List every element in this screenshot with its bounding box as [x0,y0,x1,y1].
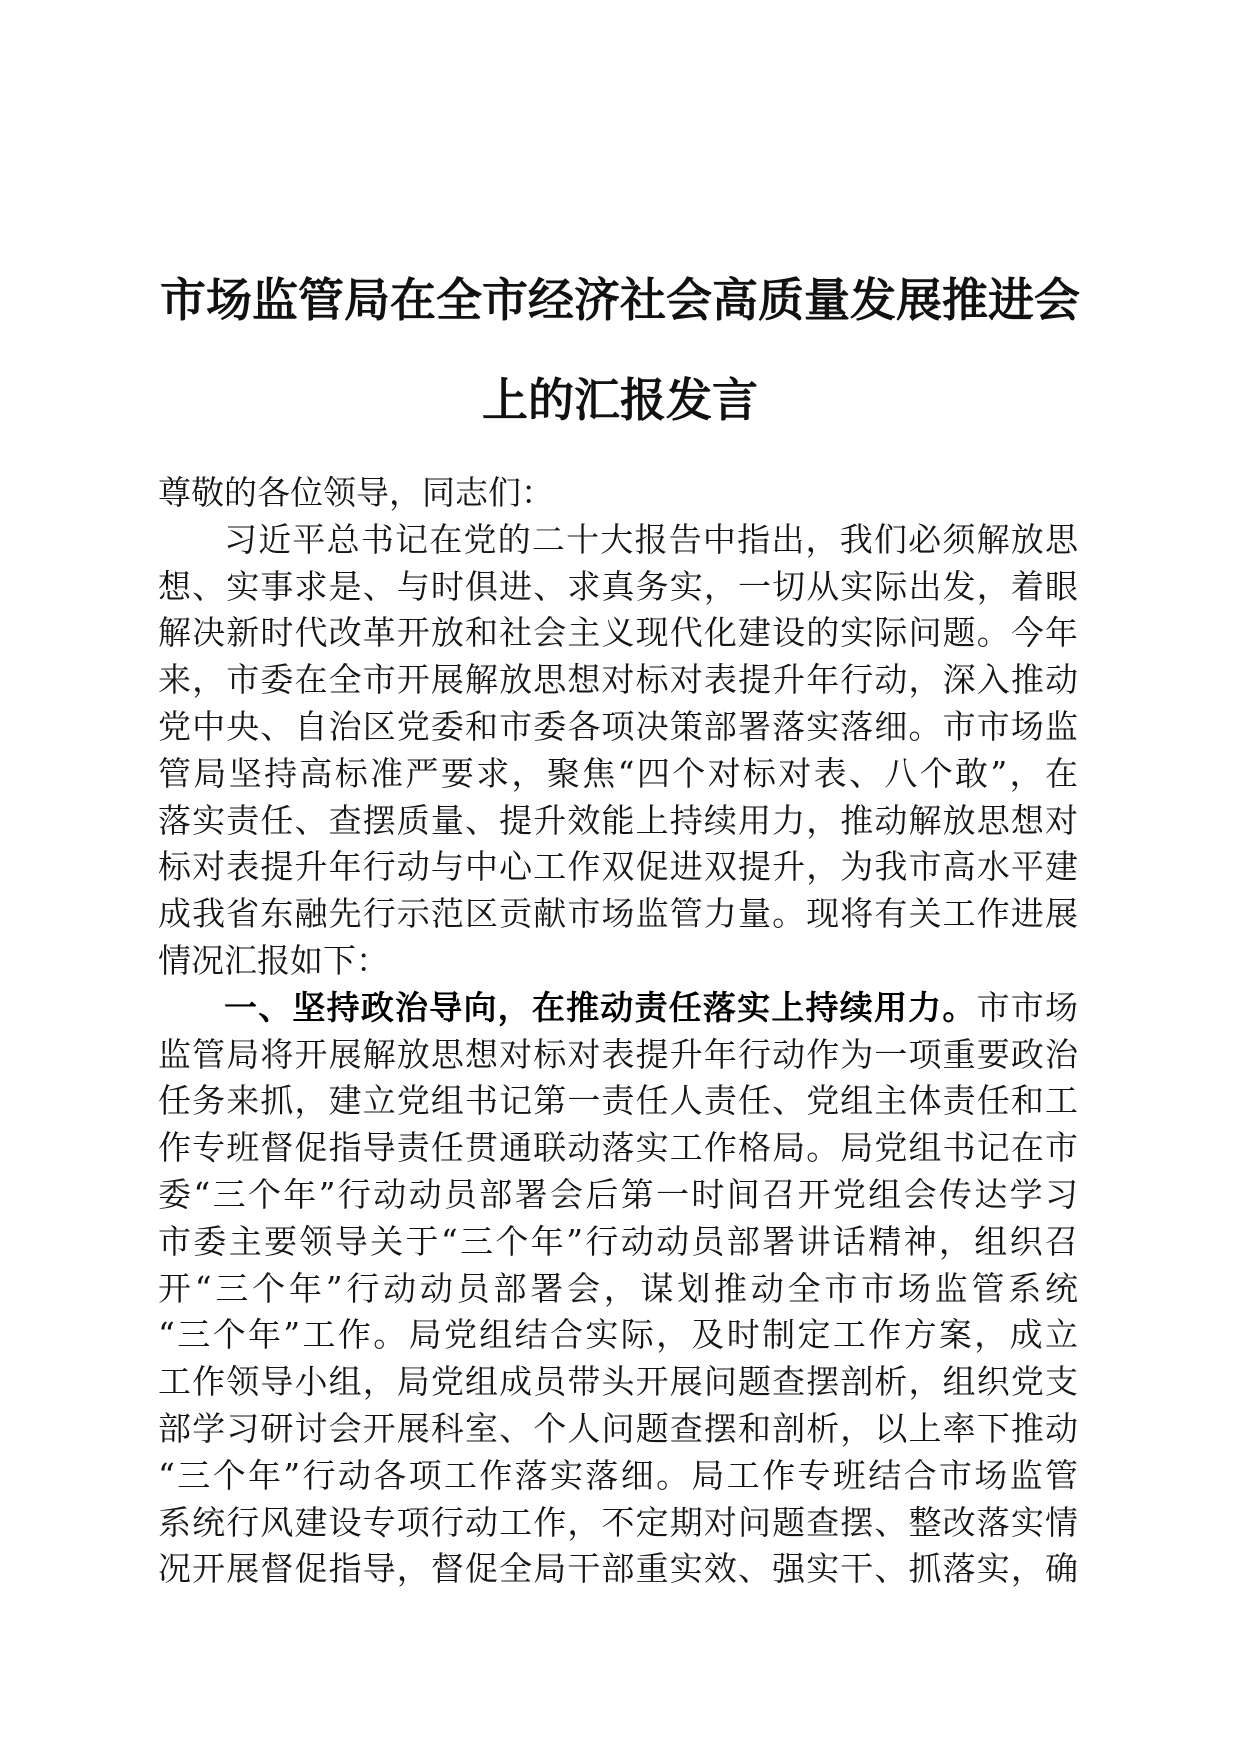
paragraph-line: 委“三个年”行动动员部署会后第一时间召开党组会传达学习 [158,1174,1078,1214]
paragraph-line: 部学习研讨会开展科室、个人问题查摆和剖析，以上率下推动 [158,1408,1078,1448]
paragraph-line: “三个年”工作。局党组结合实际，及时制定工作方案，成立 [158,1315,1078,1355]
paragraph-line: 情况汇报如下： [158,940,389,980]
section-1-heading: 一、坚持政治导向，在推动责任落实上持续用力。 [224,987,977,1027]
document-body [158,470,1078,1593]
paragraph-line: 党中央、自治区党委和市委各项决策部署落实落细。市市场监 [158,706,1078,746]
title-line-2: 上的汇报发言 [482,373,758,427]
section-1-first-line-rest: 市市场 [976,987,1079,1027]
paragraph-line: 成我省东融先行示范区贡献市场监管力量。现将有关工作进展 [158,894,1078,934]
section-1 [158,985,1078,1593]
paragraph-line: “三个年”行动各项工作落实落细。局工作专班结合市场监管 [158,1455,1078,1495]
salutation: 尊敬的各位领导，同志们： [158,473,554,512]
paragraph-line: 来，市委在全市开展解放思想对标对表提升年行动，深入推动 [158,660,1078,700]
paragraph-line: 开“三个年”行动动员部署会，谋划推动全市市场监管系统 [158,1268,1078,1308]
paragraph-line: 解决新时代改革开放和社会主义现代化建设的实际问题。今年 [158,613,1078,653]
paragraph-line: 任务来抓，建立党组书记第一责任人责任、党组主体责任和工 [158,1081,1078,1121]
paragraph-1 [158,517,1078,985]
paragraph-line: 监管局将开展解放思想对标对表提升年行动作为一项重要政治 [158,1034,1078,1074]
paragraph-line: 习近平总书记在党的二十大报告中指出，我们必须解放思 [224,519,1078,559]
paragraph-line: 作专班督促指导责任贯通联动落实工作格局。局党组书记在市 [158,1128,1078,1168]
title-line-1: 市场监管局在全市经济社会高质量发展推进会 [160,273,1080,327]
paragraph-line: 市委主要领导关于“三个年”行动动员部署讲话精神，组织召 [158,1221,1078,1261]
paragraph-line: 管局坚持高标准严要求，聚焦“四个对标对表、八个敢”，在 [158,753,1078,793]
paragraph-line: 况开展督促指导，督促全局干部重实效、强实干、抓落实，确 [158,1549,1078,1589]
paragraph-line: 想、实事求是、与时俱进、求真务实，一切从实际出发，着眼 [158,566,1078,606]
paragraph-line: 工作领导小组，局党组成员带头开展问题查摆剖析，组织党支 [158,1362,1078,1402]
document-title [150,250,1090,450]
paragraph-line: 标对表提升年行动与中心工作双促进双提升，为我市高水平建 [158,847,1078,887]
paragraph-line: 落实责任、查摆质量、提升效能上持续用力，推动解放思想对 [158,800,1078,840]
section-1-first-line [158,985,1078,1032]
paragraph-line: 系统行风建设专项行动工作，不定期对问题查摆、整改落实情 [158,1502,1078,1542]
